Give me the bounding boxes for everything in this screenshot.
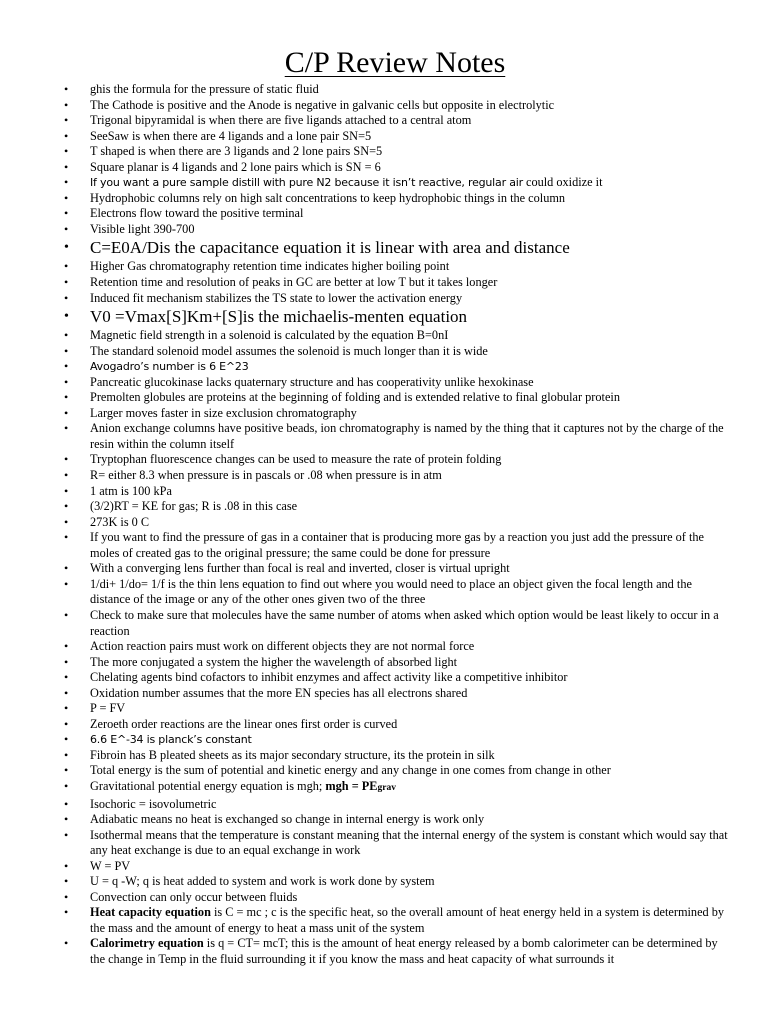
note-item: • 1/di+ 1/do= 1/f is the thin lens equation to find out where you would need to place an object given the focal length and the distance of the image or any of the other ones given two of the three [62,577,728,608]
note-item: • Premolten globules are proteins at the beginning of folding and is extended relative to final globular protein [62,390,728,406]
page-title: C/P Review Notes [284,46,506,79]
note-item [62,936,728,967]
note-item [62,175,728,191]
note-item: • The standard solenoid model assumes the solenoid is much longer than it is wide [62,344,728,360]
note-item: • W = PV [62,859,728,875]
note-item [62,359,728,375]
note-item-large: • C=E0A/Dis the capacitance equation it is linear with area and distance [62,237,728,259]
note-item: • Larger moves faster in size exclusion chromatography [62,406,728,422]
note-text: could oxidize it [522,175,603,190]
note-item: • Total energy is the sum of potential and kinetic energy and any change in one comes from change in other [62,763,728,779]
notes-list [62,82,728,968]
note-item: • Zeroeth order reactions are the linear ones first order is curved [62,717,728,733]
note-item [62,732,728,748]
note-item: • Visible light 390-700 [62,222,728,238]
note-item: • With a converging lens further than focal is real and inverted, closer is virtual upright [62,561,728,577]
note-sans-text: Avogadro’s number is 6 E^23 [90,360,249,374]
note-item-large: • V0 =Vmax[S]Km+[S]is the michaelis-menten equation [62,306,728,328]
note-item: • Adiabatic means no heat is exchanged so change in internal energy is work only [62,812,728,828]
note-item: • P = FV [62,701,728,717]
note-subscript: grav [377,782,396,793]
note-item: • Retention time and resolution of peaks in GC are better at low T but it takes longer [62,275,728,291]
note-item: • The Cathode is positive and the Anode is negative in galvanic cells but opposite in electrolytic [62,98,728,114]
note-item: • Induced fit mechanism stabilizes the TS state to lower the activation energy [62,291,728,307]
note-text: is C = mc ; c is the specific heat, so the overall amount of heat energy held in a system is determined by the mass and the amount of energy to heat a mass unit of the system [90,905,725,935]
note-item: • Check to make sure that molecules have the same number of atoms when asked which option would be least likely to occur in a reaction [62,608,728,639]
note-item: • Tryptophan fluorescence changes can be used to measure the rate of protein folding [62,452,728,468]
note-bold-text: Heat capacity equation [90,905,211,920]
note-sans-text: 6.6 E^-34 is planck’s constant [90,733,252,747]
note-item: • Higher Gas chromatography retention time indicates higher boiling point [62,259,728,275]
note-item: • If you want to find the pressure of gas in a container that is producing more gas by a reaction you just add the pressure of the moles of created gas to the original pressure; the same could be done for pressure [62,530,728,561]
note-item: • ghis the formula for the pressure of static fluid [62,82,728,98]
note-item: • Isochoric = isovolumetric [62,797,728,813]
note-item: • 273K is 0 C [62,515,728,531]
note-item: • Anion exchange columns have positive beads, ion chromatography is named by the thing that it captures not by the charge of the resin within the column itself [62,421,728,452]
note-bold-text: Calorimetry equation [90,936,204,951]
note-item: • Pancreatic glucokinase lacks quaternary structure and has cooperativity unlike hexokinase [62,375,728,391]
note-item: • Trigonal bipyramidal is when there are five ligands attached to a central atom [62,113,728,129]
note-item: • Action reaction pairs must work on different objects they are not normal force [62,639,728,655]
note-item [62,779,728,797]
note-item: • Convection can only occur between fluids [62,890,728,906]
note-item: • Square planar is 4 ligands and 2 lone pairs which is SN = 6 [62,160,728,176]
note-item: • T shaped is when there are 3 ligands and 2 lone pairs SN=5 [62,144,728,160]
note-item: • SeeSaw is when there are 4 ligands and a lone pair SN=5 [62,129,728,145]
note-item: • The more conjugated a system the higher the wavelength of absorbed light [62,655,728,671]
note-item: • Oxidation number assumes that the more EN species has all electrons shared [62,686,728,702]
note-item: • Isothermal means that the temperature is constant meaning that the internal energy of the system is constant which would say that any heat exchange is due to an equal exchange in work [62,828,728,859]
note-item: • Magnetic field strength in a solenoid is calculated by the equation B=0nI [62,328,728,344]
note-item: • Electrons flow toward the positive terminal [62,206,728,222]
note-item: • U = q -W; q is heat added to system and work is work done by system [62,874,728,890]
note-item: • (3/2)RT = KE for gas; R is .08 in this case [62,499,728,515]
note-text: Gravitational potential energy equation is mgh; [90,778,326,793]
note-text: is q = CT= mcT; this is the amount of heat energy released by a bomb calorimeter can be determined by the change in Temp in the fluid surrounding it if you know the mass and heat capacity of what surrounds it [90,936,718,966]
note-item: • Fibroin has B pleated sheets as its major secondary structure, its the protein in silk [62,748,728,764]
note-sans-text: If you want a pure sample distill with pure N2 because it isn’t reactive, regular air [90,176,523,190]
note-item [62,905,728,936]
note-item: • 1 atm is 100 kPa [62,484,728,500]
note-bold-text: mgh = PE [325,778,378,793]
note-item: • Hydrophobic columns rely on high salt concentrations to keep hydrophobic things in the column [62,191,728,207]
note-item: • R= either 8.3 when pressure is in pascals or .08 when pressure is in atm [62,468,728,484]
note-item: • Chelating agents bind cofactors to inhibit enzymes and affect activity like a competitive inhibitor [62,670,728,686]
